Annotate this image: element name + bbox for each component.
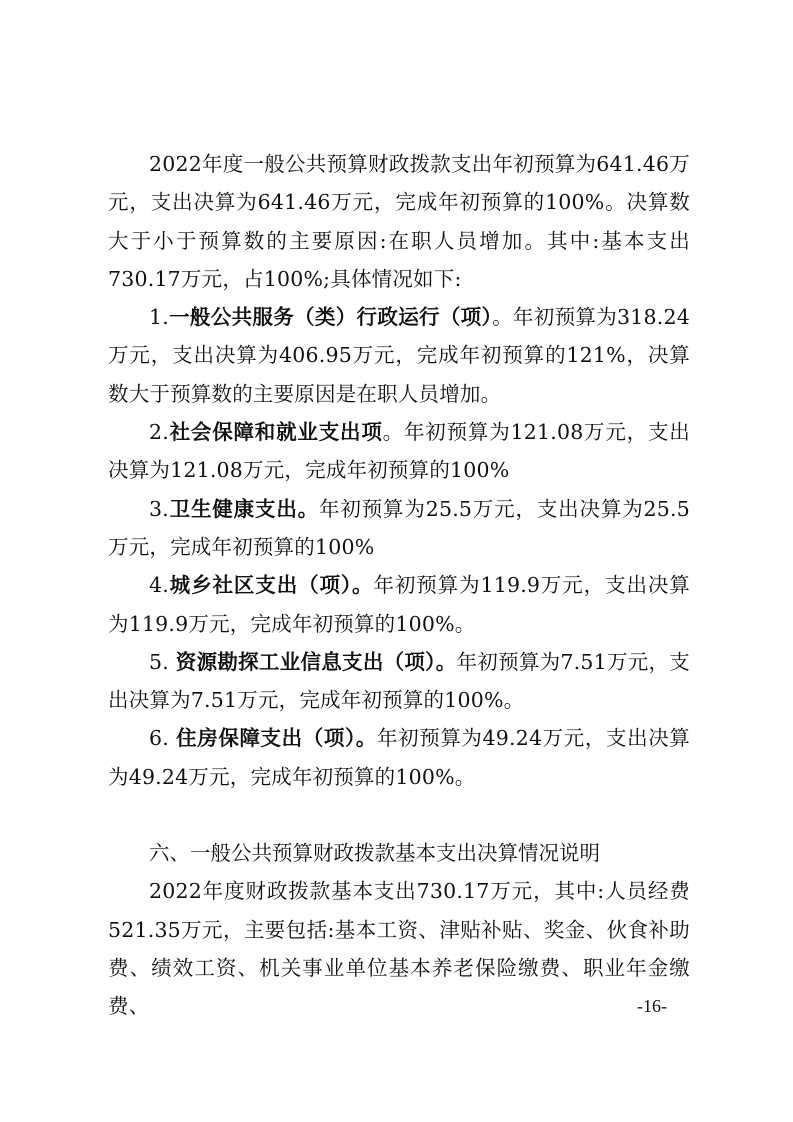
- item-1-number: 1.: [149, 305, 169, 330]
- section-6-paragraph: 2022年度财政拨款基本支出730.17万元，其中:人员经费521.35万元，主要包括:基本工资、津贴补贴、奖金、伙食补助费、绩效工资、机关事业单位基本养老保险缴费、职业年金缴费、: [108, 879, 690, 1019]
- item-6-paragraph: [108, 719, 690, 796]
- item-6-body: 年初预算为49.24万元，支出决算为49.24万元，完成年初预算的100%。: [108, 726, 691, 789]
- item-5-body: 年初预算为7.51万元，支出决算为7.51万元，完成年初预算的100%。: [108, 649, 690, 713]
- item-3-title: 卫生健康支出。: [168, 496, 320, 521]
- item-1-paragraph: [108, 298, 690, 413]
- section-6-heading: 六、一般公共预算财政拨款基本支出决算情况说明: [149, 841, 600, 866]
- item-1-title: 一般公共服务（类）行政运行（项）: [168, 305, 493, 330]
- item-5-paragraph: [108, 643, 690, 720]
- intro-paragraph: 2022年度一般公共预算财政拨款支出年初预算为641.46万元，支出决算为641.46万元，完成年初预算的100%。决算数大于小于预算数的主要原因:在职人员增加。其中:基本支出730.17万元，占100%;具体情况如下:: [108, 152, 690, 291]
- item-4-paragraph: [108, 566, 690, 643]
- item-2-number: 2.: [149, 420, 169, 445]
- item-2-paragraph: [108, 413, 690, 490]
- item-3-number: 3.: [149, 496, 169, 521]
- item-4-title: 城乡社区支出（项）。: [168, 573, 374, 598]
- item-1-body: 。年初预算为318.24万元，支出决算为406.95万元，完成年初预算的121%，决算数大于预算数的主要原因是在职人员增加。: [108, 305, 690, 406]
- section-spacer: [108, 796, 690, 834]
- item-3-body: 年初预算为25.5万元，支出决算为25.5万元，完成年初预算的100%: [108, 496, 690, 559]
- item-2-body: 。年初预算为121.08万元，支出决算为121.08万元，完成年初预算的100%: [108, 420, 690, 483]
- item-4-number: 4.: [149, 573, 169, 598]
- item-2-title: 社会保障和就业支出项: [168, 420, 383, 445]
- item-6-title: 住房保障支出（项）。: [176, 726, 377, 751]
- item-4-body: 年初预算为119.9万元，支出决算为119.9万元，完成年初预算的100%。: [108, 573, 691, 636]
- item-6-number: 6.: [149, 726, 169, 751]
- page-number: -16-: [637, 996, 667, 1016]
- page-content: [108, 145, 690, 1026]
- item-5-number: 5.: [149, 649, 169, 674]
- item-3-paragraph: [108, 490, 690, 567]
- item-5-title: 资源勘探工业信息支出（项）。: [175, 649, 457, 674]
